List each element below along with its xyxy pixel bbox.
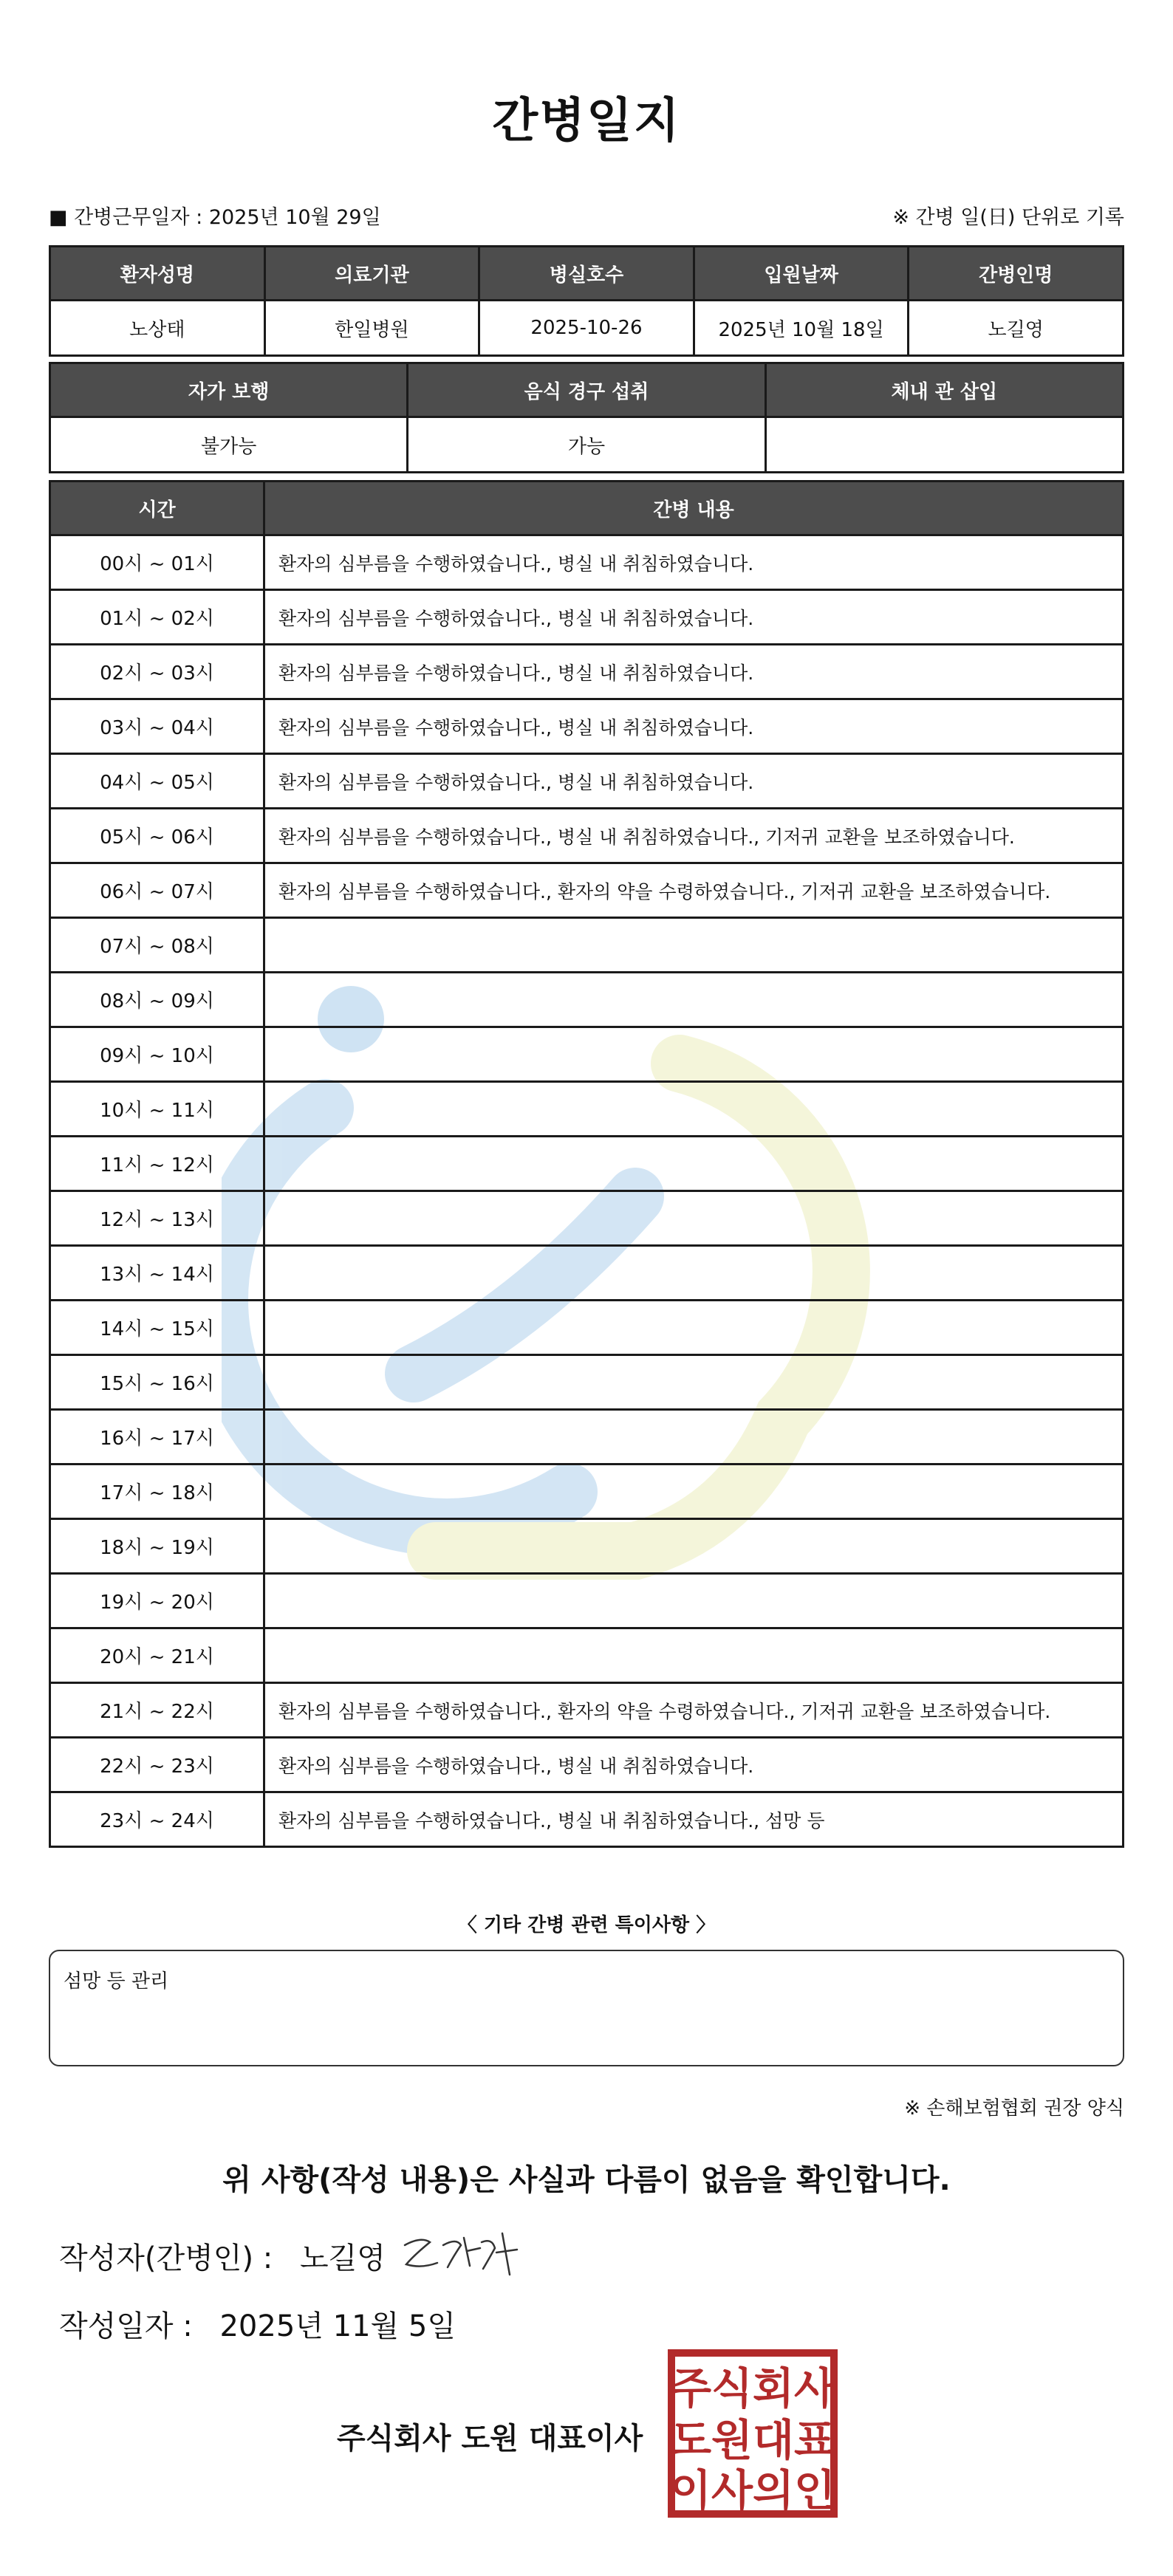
- work-date: ■ 간병근무일자 : 2025년 10월 29일: [49, 206, 381, 229]
- care-content: [264, 1465, 1124, 1519]
- table-row: [50, 918, 1124, 973]
- time-slot: 20시 ~ 21시: [50, 1628, 264, 1683]
- header-room-number: 병실호수: [479, 247, 694, 301]
- time-slot: 00시 ~ 01시: [50, 535, 264, 590]
- care-content: 환자의 심부름을 수행하였습니다., 병실 내 취침하였습니다.: [264, 699, 1124, 754]
- header-admission-date: 입원날짜: [694, 247, 909, 301]
- caregiver-name: 노길영: [909, 301, 1124, 356]
- writer-line: [59, 2235, 386, 2277]
- time-slot: 07시 ~ 08시: [50, 918, 264, 973]
- table-row: [50, 1137, 1124, 1191]
- care-content: 환자의 심부름을 수행하였습니다., 병실 내 취침하였습니다.: [264, 535, 1124, 590]
- time-slot: 17시 ~ 18시: [50, 1465, 264, 1519]
- header-care-content: 간병 내용: [264, 482, 1124, 535]
- patient-name: 노상태: [50, 301, 265, 356]
- time-slot: 11시 ~ 12시: [50, 1137, 264, 1191]
- self-walking: 불가능: [50, 417, 408, 473]
- care-content: [264, 1191, 1124, 1246]
- table-row: [50, 645, 1124, 699]
- remarks-heading: 〈 기타 간병 관련 특이사항 〉: [457, 1914, 716, 1936]
- unit-note: ※ 간병 일(日) 단위로 기록: [892, 206, 1124, 229]
- oral-intake: 가능: [408, 417, 765, 473]
- header-time: 시간: [50, 482, 264, 535]
- time-slot: 08시 ~ 09시: [50, 973, 264, 1027]
- table-row: [50, 1574, 1124, 1628]
- written-date-line: [59, 2303, 456, 2345]
- svg-text:이사의인: 이사의인: [669, 2465, 836, 2515]
- care-content: 환자의 심부름을 수행하였습니다., 병실 내 취침하였습니다.: [264, 590, 1124, 645]
- care-content: [264, 1355, 1124, 1410]
- time-slot: 05시 ~ 06시: [50, 809, 264, 863]
- header-hospital: 의료기관: [264, 247, 479, 301]
- confirmation-statement: 위 사항(작성 내용)은 사실과 다름이 없음을 확인합니다.: [222, 2163, 951, 2197]
- care-content: [264, 973, 1124, 1027]
- time-slot: 14시 ~ 15시: [50, 1301, 264, 1355]
- table-row: [50, 1519, 1124, 1574]
- tube-insertion: [765, 417, 1123, 473]
- care-content: 환자의 심부름을 수행하였습니다., 환자의 약을 수령하였습니다., 기저귀 교환을 보조하였습니다.: [264, 863, 1124, 918]
- time-slot: 15시 ~ 16시: [50, 1355, 264, 1410]
- time-slot: 03시 ~ 04시: [50, 699, 264, 754]
- table-row: [50, 1410, 1124, 1465]
- table-row: [50, 590, 1124, 645]
- time-slot: 12시 ~ 13시: [50, 1191, 264, 1246]
- hospital: 한일병원: [264, 301, 479, 356]
- time-slot: 06시 ~ 07시: [50, 863, 264, 918]
- care-content: [264, 1246, 1124, 1301]
- table-row: [50, 1792, 1124, 1847]
- care-content: [264, 1574, 1124, 1628]
- header-caregiver-name: 간병인명: [909, 247, 1124, 301]
- care-content: 환자의 심부름을 수행하였습니다., 환자의 약을 수령하였습니다., 기저귀 교환을 보조하였습니다.: [264, 1683, 1124, 1738]
- patient-status-table: [49, 362, 1124, 473]
- care-content: [264, 1082, 1124, 1137]
- time-slot: 10시 ~ 11시: [50, 1082, 264, 1137]
- table-row: [50, 1191, 1124, 1246]
- admission-date: 2025년 10월 18일: [694, 301, 909, 356]
- time-slot: 19시 ~ 20시: [50, 1574, 264, 1628]
- care-log-table: [49, 480, 1124, 1848]
- table-row: [50, 699, 1124, 754]
- form-note: ※ 손해보험협회 권장 양식: [904, 2097, 1124, 2120]
- care-content: 환자의 심부름을 수행하였습니다., 병실 내 취침하였습니다., 기저귀 교환을 보조하였습니다.: [264, 809, 1124, 863]
- written-date: 2025년 11월 5일: [219, 2309, 456, 2343]
- svg-text:주식회사: 주식회사: [669, 2363, 836, 2414]
- table-row: [50, 809, 1124, 863]
- table-row: [50, 1683, 1124, 1738]
- table-row: [50, 1628, 1124, 1683]
- table-row: [50, 1355, 1124, 1410]
- writer-name: 노길영: [299, 2241, 386, 2275]
- document-title: 간병일지: [492, 94, 681, 148]
- table-row: [50, 535, 1124, 590]
- care-content: [264, 1628, 1124, 1683]
- table-row: [50, 1246, 1124, 1301]
- table-row: [50, 1027, 1124, 1082]
- care-content: 환자의 심부름을 수행하였습니다., 병실 내 취침하였습니다., 섬망 등: [264, 1792, 1124, 1847]
- svg-text:도원대표: 도원대표: [669, 2415, 836, 2465]
- time-slot: 01시 ~ 02시: [50, 590, 264, 645]
- care-content: [264, 1301, 1124, 1355]
- header-self-walking: 자가 보행: [50, 363, 408, 417]
- time-slot: 16시 ~ 17시: [50, 1410, 264, 1465]
- header-patient-name: 환자성명: [50, 247, 265, 301]
- time-slot: 04시 ~ 05시: [50, 754, 264, 809]
- company-seal: [667, 2349, 838, 2518]
- writer-label: 작성자(간병인) :: [59, 2241, 273, 2275]
- table-row: [50, 1082, 1124, 1137]
- table-row: [50, 1738, 1124, 1792]
- care-content: [264, 1410, 1124, 1465]
- time-slot: 13시 ~ 14시: [50, 1246, 264, 1301]
- written-date-label: 작성일자 :: [59, 2309, 193, 2343]
- time-slot: 23시 ~ 24시: [50, 1792, 264, 1847]
- care-content: [264, 1137, 1124, 1191]
- table-row: [50, 863, 1124, 918]
- care-content: 환자의 심부름을 수행하였습니다., 병실 내 취침하였습니다.: [264, 754, 1124, 809]
- table-row: [50, 754, 1124, 809]
- table-row: [50, 1301, 1124, 1355]
- time-slot: 22시 ~ 23시: [50, 1738, 264, 1792]
- handwritten-signature: [399, 2223, 524, 2282]
- care-content: [264, 1027, 1124, 1082]
- patient-info-table: [49, 245, 1124, 357]
- care-content: [264, 1519, 1124, 1574]
- table-row: [50, 973, 1124, 1027]
- header-oral-intake: 음식 경구 섭취: [408, 363, 765, 417]
- remarks-box: [49, 1950, 1124, 2066]
- care-content: 환자의 심부름을 수행하였습니다., 병실 내 취침하였습니다.: [264, 1738, 1124, 1792]
- time-slot: 09시 ~ 10시: [50, 1027, 264, 1082]
- care-content: [264, 918, 1124, 973]
- company-representative: 주식회사 도원 대표이사: [337, 2422, 643, 2456]
- room-number: 2025-10-26: [479, 301, 694, 356]
- time-slot: 21시 ~ 22시: [50, 1683, 264, 1738]
- time-slot: 02시 ~ 03시: [50, 645, 264, 699]
- time-slot: 18시 ~ 19시: [50, 1519, 264, 1574]
- remarks-text: 섬망 등 관리: [64, 1970, 169, 1993]
- header-tube-insertion: 체내 관 삽입: [765, 363, 1123, 417]
- care-content: 환자의 심부름을 수행하였습니다., 병실 내 취침하였습니다.: [264, 645, 1124, 699]
- table-row: [50, 1465, 1124, 1519]
